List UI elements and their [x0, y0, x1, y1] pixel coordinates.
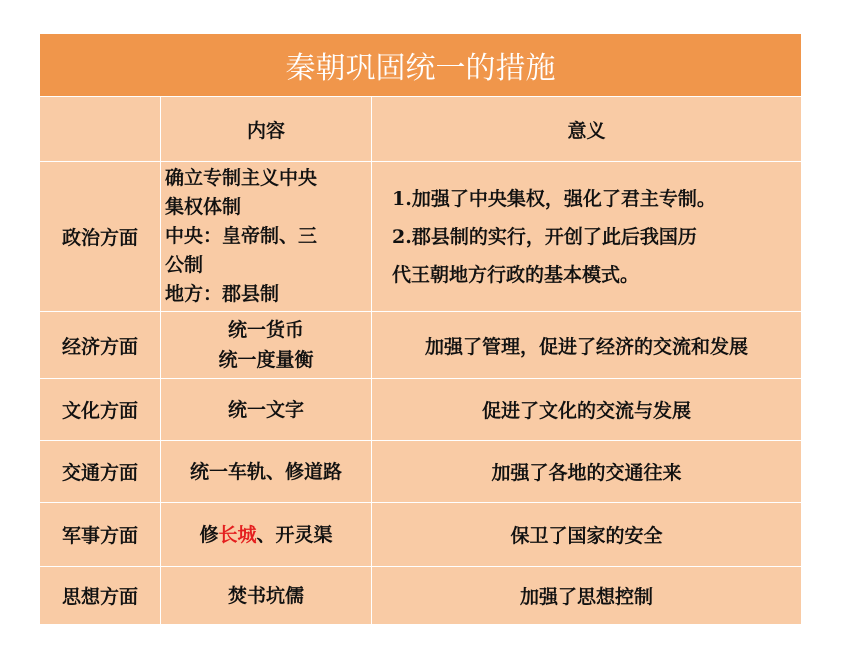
category-military: 军事方面: [40, 503, 161, 567]
content-line: 集权体制: [165, 196, 242, 218]
table-row-thought: [40, 567, 802, 625]
content-transport: 统一车轨、修道路: [161, 441, 372, 503]
content-line: 统一度量衡: [218, 349, 314, 371]
content-thought: 焚书坑儒: [161, 567, 372, 625]
significance-line: 2.郡县制的实行，开创了此后我国历: [392, 225, 697, 248]
category-politics: 政治方面: [40, 162, 161, 312]
measures-table: [39, 33, 802, 625]
header-row: [40, 97, 802, 162]
table-row-military: [40, 503, 802, 567]
significance-culture: 促进了文化的交流与发展: [372, 379, 802, 441]
significance-military: 保卫了国家的安全: [372, 503, 802, 567]
header-content: 内容: [161, 97, 372, 162]
significance-politics: [372, 162, 802, 312]
content-line: 公制: [165, 254, 204, 276]
category-culture: 文化方面: [40, 379, 161, 441]
category-transport: 交通方面: [40, 441, 161, 503]
table-row-politics: [40, 162, 802, 312]
significance-transport: 加强了各地的交通往来: [372, 441, 802, 503]
content-line: 统一货币: [227, 319, 304, 341]
category-thought: 思想方面: [40, 567, 161, 625]
table-row-transport: [40, 441, 802, 503]
content-economy: [161, 312, 372, 379]
content-suffix: 、开灵渠: [256, 523, 333, 546]
content-military: [161, 503, 372, 567]
significance-thought: 加强了思想控制: [372, 567, 802, 625]
title-row: [40, 34, 802, 97]
content-prefix: 修: [199, 523, 219, 546]
content-line: 地方：郡县制: [165, 283, 280, 305]
table-row-economy: [40, 312, 802, 379]
content-culture: 统一文字: [161, 379, 372, 441]
significance-line: 代王朝地方行政的基本模式。: [392, 263, 640, 286]
table-row-culture: [40, 379, 802, 441]
category-economy: 经济方面: [40, 312, 161, 379]
great-wall-highlight: 长城: [218, 523, 257, 546]
significance-line: 1.加强了中央集权，强化了君主专制。: [392, 187, 716, 210]
content-line: 中央：皇帝制、三: [165, 225, 318, 247]
header-significance: 意义: [372, 97, 802, 162]
header-category: [40, 97, 161, 162]
significance-economy: 加强了管理，促进了经济的交流和发展: [372, 312, 802, 379]
content-line: 确立专制主义中央: [165, 167, 318, 189]
content-politics: [161, 162, 372, 312]
table-title: 秦朝巩固统一的措施: [40, 34, 802, 97]
